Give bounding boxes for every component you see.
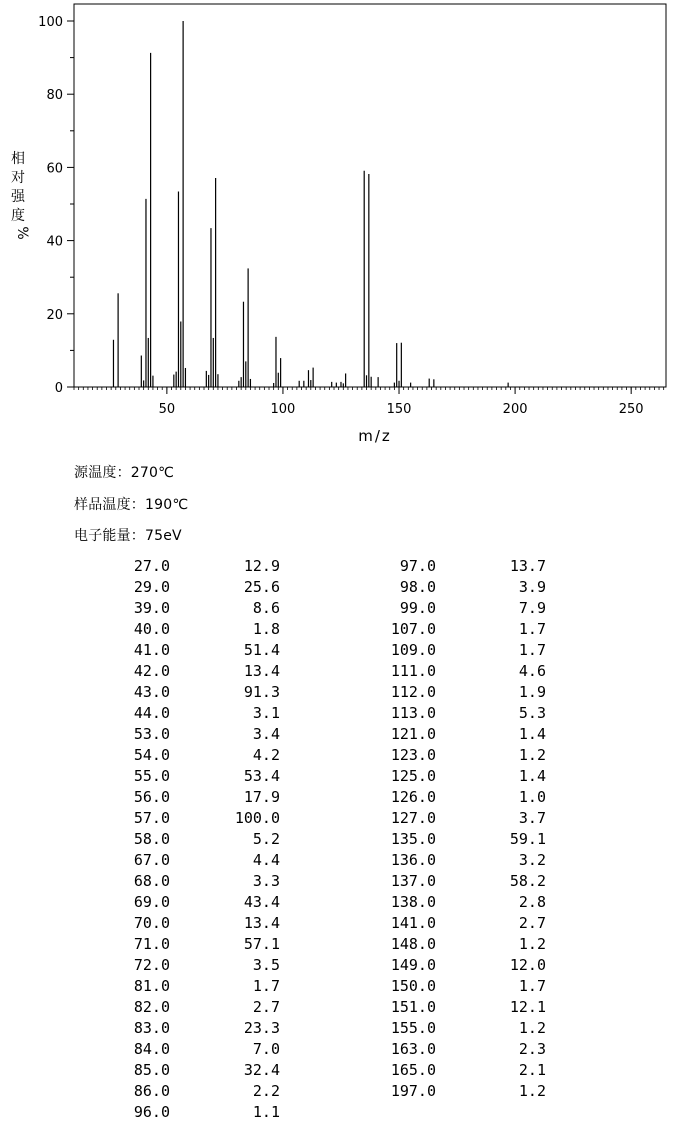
y-tick-label: 0: [54, 381, 63, 396]
table-mz-cell: 85.0: [133, 1061, 170, 1079]
table-intensity-cell: 25.6: [243, 578, 280, 596]
y-axis-ticks: [38, 15, 74, 396]
table-mz-cell: 136.0: [390, 851, 436, 869]
table-mz-cell: 126.0: [390, 788, 436, 806]
table-intensity-cell: 12.1: [509, 998, 546, 1016]
sample-temperature: 样品温度：190℃: [74, 497, 189, 513]
table-mz-cell: 56.0: [133, 788, 170, 806]
x-axis-ticks: [159, 387, 644, 417]
table-mz-cell: 67.0: [133, 851, 170, 869]
x-tick-label: 250: [618, 402, 644, 417]
table-intensity-cell: 3.4: [252, 725, 280, 743]
y-label-char: 强: [11, 189, 25, 205]
table-intensity-cell: 5.3: [518, 704, 546, 722]
table-intensity-cell: 3.5: [252, 956, 280, 974]
table-mz-cell: 127.0: [390, 809, 436, 827]
y-axis-label: [11, 150, 30, 240]
table-intensity-cell: 2.2: [252, 1082, 280, 1100]
table-mz-cell: 96.0: [133, 1103, 170, 1121]
table-intensity-cell: 100.0: [234, 809, 280, 827]
table-intensity-cell: 1.2: [518, 746, 546, 764]
table-mz-cell: 71.0: [133, 935, 170, 953]
table-intensity-cell: 59.1: [509, 830, 546, 848]
table-mz-cell: 97.0: [399, 557, 436, 575]
table-intensity-cell: 1.0: [518, 788, 546, 806]
table-intensity-cell: 4.6: [518, 662, 546, 680]
table-intensity-cell: 2.8: [518, 893, 546, 911]
y-tick-label: 20: [46, 307, 63, 323]
x-tick-label: 50: [158, 402, 176, 417]
table-intensity-cell: 1.2: [518, 935, 546, 953]
table-mz-cell: 137.0: [390, 872, 436, 890]
table-intensity-cell: 1.4: [518, 725, 546, 743]
table-intensity-cell: 13.7: [509, 557, 546, 575]
table-mz-cell: 55.0: [133, 767, 170, 785]
table-mz-cell: 69.0: [133, 893, 170, 911]
table-intensity-cell: 1.7: [518, 641, 546, 659]
table-mz-cell: 27.0: [133, 557, 170, 575]
table-mz-cell: 121.0: [390, 725, 436, 743]
table-mz-cell: 70.0: [133, 914, 170, 932]
table-mz-cell: 135.0: [390, 830, 436, 848]
y-tick-label: 100: [38, 15, 63, 30]
x-tick-label: 200: [502, 402, 528, 417]
table-mz-cell: 53.0: [133, 725, 170, 743]
table-intensity-cell: 43.4: [243, 893, 280, 911]
table-mz-cell: 151.0: [390, 998, 436, 1016]
table-intensity-cell: 1.2: [518, 1019, 546, 1037]
table-intensity-cell: 2.7: [252, 998, 280, 1016]
table-mz-cell: 41.0: [133, 641, 170, 659]
table-intensity-cell: 2.3: [518, 1040, 546, 1058]
table-mz-cell: 112.0: [390, 683, 436, 701]
table-intensity-cell: 3.3: [252, 872, 280, 890]
table-intensity-cell: 2.1: [518, 1061, 546, 1079]
y-label-char: 对: [11, 170, 25, 186]
table-mz-cell: 72.0: [133, 956, 170, 974]
table-mz-cell: 165.0: [390, 1061, 436, 1079]
table-mz-cell: 138.0: [390, 893, 436, 911]
table-intensity-cell: 12.9: [243, 557, 280, 575]
table-intensity-cell: 1.7: [518, 977, 546, 995]
table-intensity-cell: 3.7: [518, 809, 546, 827]
y-tick-label: 80: [46, 88, 63, 104]
table-intensity-cell: 3.1: [252, 704, 280, 722]
table-intensity-cell: 1.4: [518, 767, 546, 785]
table-intensity-cell: 51.4: [243, 641, 280, 659]
table-mz-cell: 57.0: [133, 809, 170, 827]
table-intensity-cell: 5.2: [252, 830, 280, 848]
table-intensity-cell: 17.9: [243, 788, 280, 806]
x-tick-label: 100: [270, 402, 296, 417]
table-intensity-cell: 4.4: [252, 851, 280, 869]
table-mz-cell: 86.0: [133, 1082, 170, 1100]
table-mz-cell: 109.0: [390, 641, 436, 659]
table-intensity-cell: 3.2: [518, 851, 546, 869]
table-intensity-cell: 58.2: [509, 872, 546, 890]
table-intensity-cell: 8.6: [252, 599, 280, 617]
table-intensity-cell: 23.3: [243, 1019, 280, 1037]
electron-energy: 电子能量：75eV: [74, 528, 182, 544]
y-label-char: %: [14, 226, 30, 240]
table-mz-cell: 123.0: [390, 746, 436, 764]
table-mz-cell: 99.0: [399, 599, 436, 617]
y-tick-label: 40: [46, 234, 63, 250]
table-intensity-cell: 13.4: [243, 914, 280, 932]
table-intensity-cell: 4.2: [252, 746, 280, 764]
table-mz-cell: 58.0: [133, 830, 170, 848]
table-intensity-cell: 3.9: [518, 578, 546, 596]
table-intensity-cell: 12.0: [509, 956, 546, 974]
y-tick-label: 60: [46, 161, 63, 177]
table-mz-cell: 29.0: [133, 578, 170, 596]
table-intensity-cell: 1.9: [518, 683, 546, 701]
table-mz-cell: 83.0: [133, 1019, 170, 1037]
table-mz-cell: 81.0: [133, 977, 170, 995]
y-label-char: 相: [11, 151, 25, 167]
table-mz-cell: 141.0: [390, 914, 436, 932]
table-mz-cell: 113.0: [390, 704, 436, 722]
table-mz-cell: 68.0: [133, 872, 170, 890]
table-intensity-cell: 1.1: [252, 1103, 280, 1121]
table-mz-cell: 197.0: [390, 1082, 436, 1100]
table-intensity-cell: 1.8: [252, 620, 280, 638]
table-intensity-cell: 32.4: [243, 1061, 280, 1079]
table-intensity-cell: 7.9: [518, 599, 546, 617]
table-mz-cell: 39.0: [133, 599, 170, 617]
table-mz-cell: 149.0: [390, 956, 436, 974]
table-mz-cell: 150.0: [390, 977, 436, 995]
table-mz-cell: 44.0: [133, 704, 170, 722]
table-mz-cell: 54.0: [133, 746, 170, 764]
table-intensity-cell: 53.4: [243, 767, 280, 785]
table-mz-cell: 111.0: [390, 662, 436, 680]
y-label-char: 度: [11, 208, 25, 224]
table-mz-cell: 40.0: [133, 620, 170, 638]
table-intensity-cell: 1.7: [252, 977, 280, 995]
plot-frame: [74, 4, 666, 387]
table-mz-cell: 163.0: [390, 1040, 436, 1058]
table-intensity-cell: 2.7: [518, 914, 546, 932]
x-axis-label: m/z: [358, 427, 392, 445]
table-intensity-cell: 7.0: [252, 1040, 280, 1058]
table-mz-cell: 43.0: [133, 683, 170, 701]
mass-spectrum-chart: [0, 0, 680, 455]
table-mz-cell: 42.0: [133, 662, 170, 680]
table-intensity-cell: 57.1: [243, 935, 280, 953]
table-mz-cell: 84.0: [133, 1040, 170, 1058]
peak-bars: [113, 21, 508, 387]
table-mz-cell: 98.0: [399, 578, 436, 596]
plot-border: [74, 4, 666, 387]
table-mz-cell: 148.0: [390, 935, 436, 953]
table-intensity-cell: 1.7: [518, 620, 546, 638]
x-tick-label: 150: [386, 402, 412, 417]
table-mz-cell: 82.0: [133, 998, 170, 1016]
table-mz-cell: 107.0: [390, 620, 436, 638]
table-intensity-cell: 91.3: [243, 683, 280, 701]
table-mz-cell: 125.0: [390, 767, 436, 785]
table-mz-cell: 155.0: [390, 1019, 436, 1037]
table-intensity-cell: 13.4: [243, 662, 280, 680]
source-temperature: 源温度：270℃: [74, 465, 175, 481]
table-intensity-cell: 1.2: [518, 1082, 546, 1100]
